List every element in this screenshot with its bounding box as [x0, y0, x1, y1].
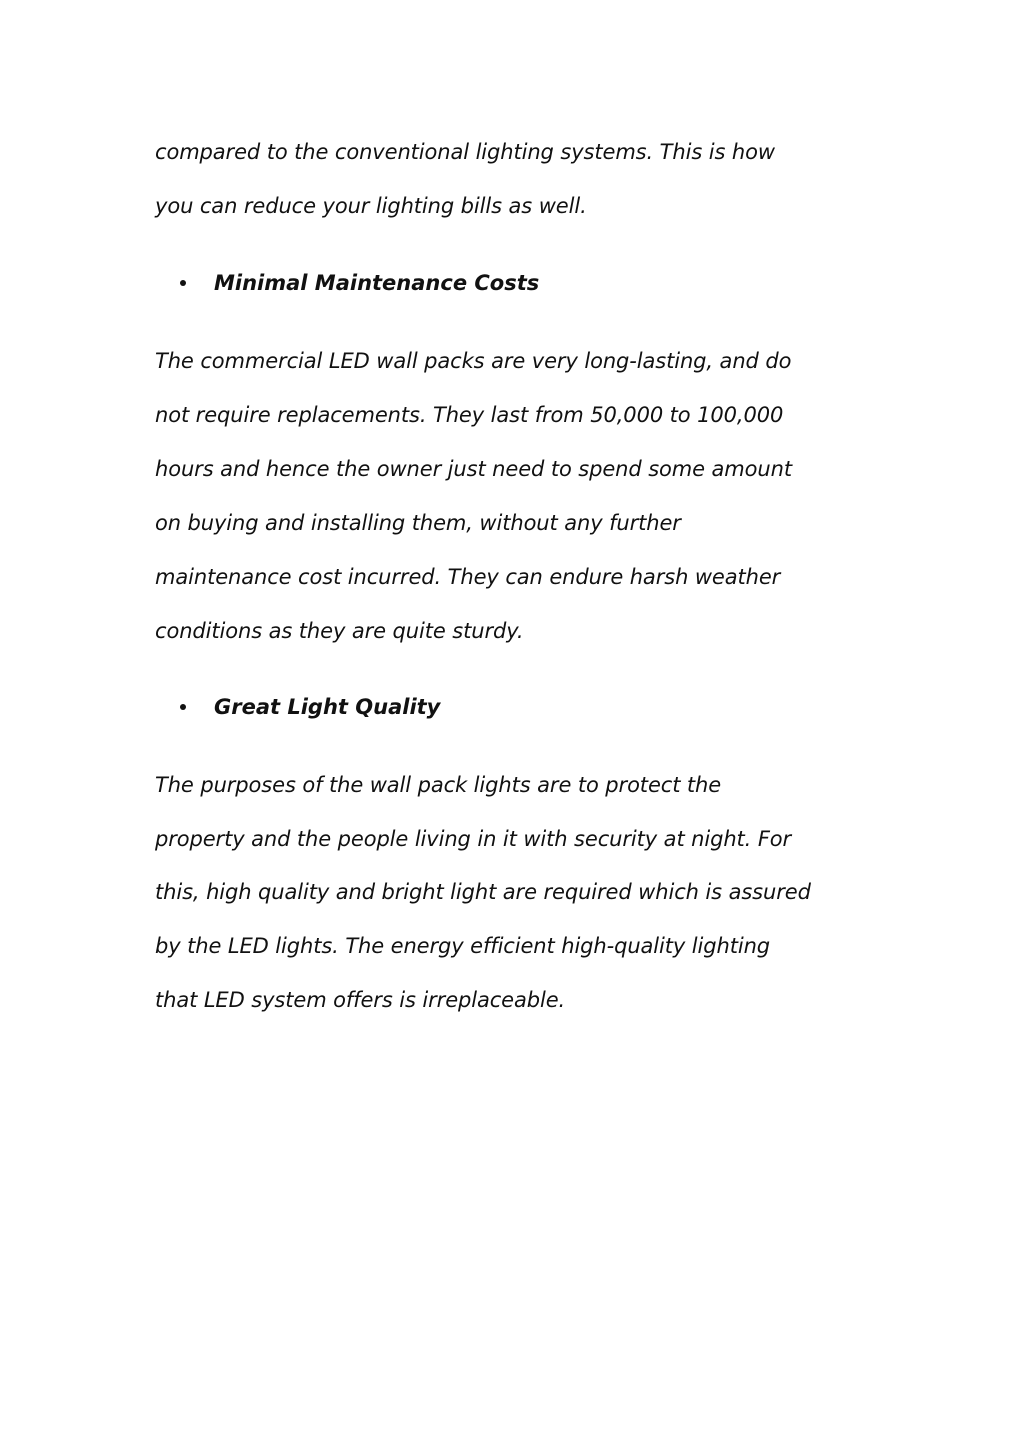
section-heading: Great Light Quality [214, 695, 441, 719]
paragraph-line: conditions as they are quite sturdy. [155, 619, 524, 643]
section-heading: Minimal Maintenance Costs [214, 271, 540, 295]
bullet-icon [180, 704, 186, 710]
paragraph-line: by the LED lights. The energy efficient high-quality lighting [155, 934, 771, 958]
bullet-heading-minimal-maintenance [180, 268, 539, 298]
paragraph-line: this, high quality and bright light are required which is assured [155, 880, 811, 904]
paragraph-line: The purposes of the wall pack lights are to protect the [155, 773, 722, 797]
paragraph-line: compared to the conventional lighting systems. This is how [155, 140, 775, 164]
paragraph-line: maintenance cost incurred. They can endure harsh weather [155, 565, 781, 589]
bullet-icon [180, 280, 186, 286]
paragraph-line: you can reduce your lighting bills as well. [155, 194, 587, 218]
paragraph-line: hours and hence the owner just need to spend some amount [155, 457, 792, 481]
paragraph-line: that LED system offers is irreplaceable. [155, 988, 566, 1012]
paragraph-line: The commercial LED wall packs are very long-lasting, and do [155, 349, 792, 373]
bullet-heading-light-quality [180, 692, 440, 722]
paragraph-line: on buying and installing them, without any further [155, 511, 681, 535]
paragraph-line: not require replacements. They last from 50,000 to 100,000 [155, 403, 784, 427]
paragraph-line: property and the people living in it with security at night. For [155, 827, 792, 851]
